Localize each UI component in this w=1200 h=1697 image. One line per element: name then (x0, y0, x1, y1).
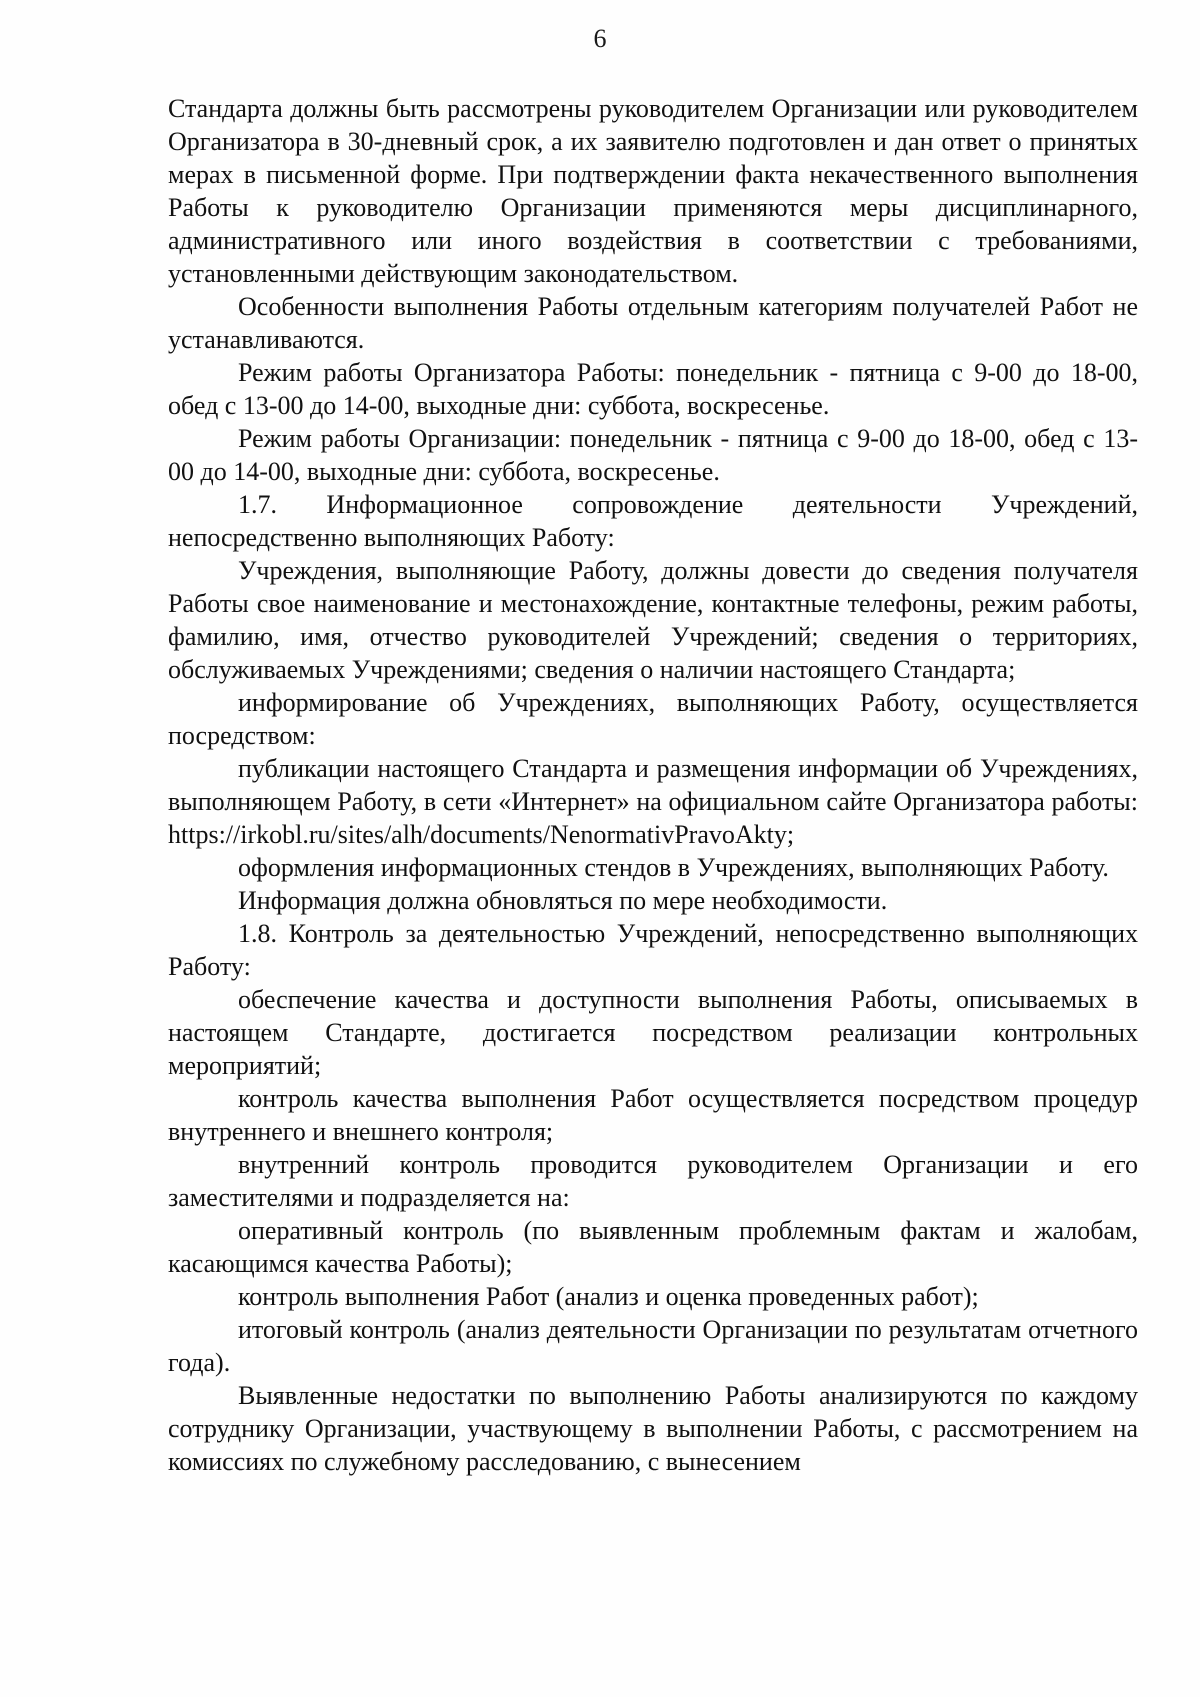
paragraph-execution-control: контроль выполнения Работ (анализ и оценка проведенных работ); (238, 1282, 979, 1311)
paragraph-organizer-hours: Режим работы Организатора Работы: понедельник - пятница с 9-00 до 18-00, обед с 13-00 до 14-00, выходные дни: суббота, воскресенье. (168, 358, 1138, 420)
paragraph-quality-control: контроль качества выполнения Работ осуществляется посредством процедур внутреннего и внешнего контроля; (168, 1084, 1138, 1146)
paragraph-institutions-info: Учреждения, выполняющие Работу, должны довести до сведения получателя Работы свое наименование и местонахождение, контактные телефоны, режим работы, фамилию, имя, отчество руководителей Учреждений; сведения о территориях, обслуживаемых Учреждениями; сведения о наличии настоящего Стандарта; (168, 556, 1138, 684)
section-heading-1-8: 1.8. Контроль за деятельностью Учреждений, непосредственно выполняющих Работу: (168, 919, 1138, 981)
paragraph-special-features: Особенности выполнения Работы отдельным категориям получателей Работ не устанавливаются. (168, 292, 1138, 354)
paragraph-final-control: итоговый контроль (анализ деятельности Организации по результатам отчетного года). (168, 1315, 1138, 1377)
paragraph-continuation: Стандарта должны быть рассмотрены руководителем Организации или руководителем Организатора в 30-дневный срок, а их заявителю подготовлен и дан ответ о принятых мерах в письменной форме. При подтверждении факта некачественного выполнения Работы к руководителю Организации применяются меры дисциплинарного, административного или иного воздействия в соответствии с требованиями, установленными действующим законодательством. (168, 94, 1138, 288)
paragraph-informing: информирование об Учреждениях, выполняющих Работу, осуществляется посредством: (168, 688, 1138, 750)
paragraph-operative-control: оперативный контроль (по выявленным проблемным фактам и жалобам, касающимся качества Работы); (168, 1216, 1138, 1278)
page-number: 6 (593, 24, 607, 53)
paragraph-publication: публикации настоящего Стандарта и размещения информации об Учреждениях, выполняющем Работу, в сети «Интернет» на официальном сайте Организатора работы: https://irkobl.ru/sites/alh/documents/NenormativPravoAkty; (168, 754, 1138, 849)
paragraph-organization-hours: Режим работы Организации: понедельник - пятница с 9-00 до 18-00, обед с 13-00 до 14-00, выходные дни: суббота, воскресенье. (168, 424, 1138, 486)
paragraph-internal-control: внутренний контроль проводится руководителем Организации и его заместителями и подразделяется на: (168, 1150, 1138, 1212)
paragraph-update: Информация должна обновляться по мере необходимости. (238, 886, 888, 915)
paragraph-deficiencies: Выявленные недостатки по выполнению Работы анализируются по каждому сотруднику Организации, участвующему в выполнении Работы, с рассмотрением на комиссиях по служебному расследованию, с вынесением (168, 1381, 1138, 1476)
paragraph-quality-assurance: обеспечение качества и доступности выполнения Работы, описываемых в настоящем Стандарте, достигается посредством реализации контрольных мероприятий; (168, 985, 1138, 1080)
section-heading-1-7: 1.7. Информационное сопровождение деятельности Учреждений, непосредственно выполняющих Работу: (168, 490, 1138, 552)
paragraph-stands: оформления информационных стендов в Учреждениях, выполняющих Работу. (238, 853, 1109, 882)
body-text (168, 92, 1138, 1478)
